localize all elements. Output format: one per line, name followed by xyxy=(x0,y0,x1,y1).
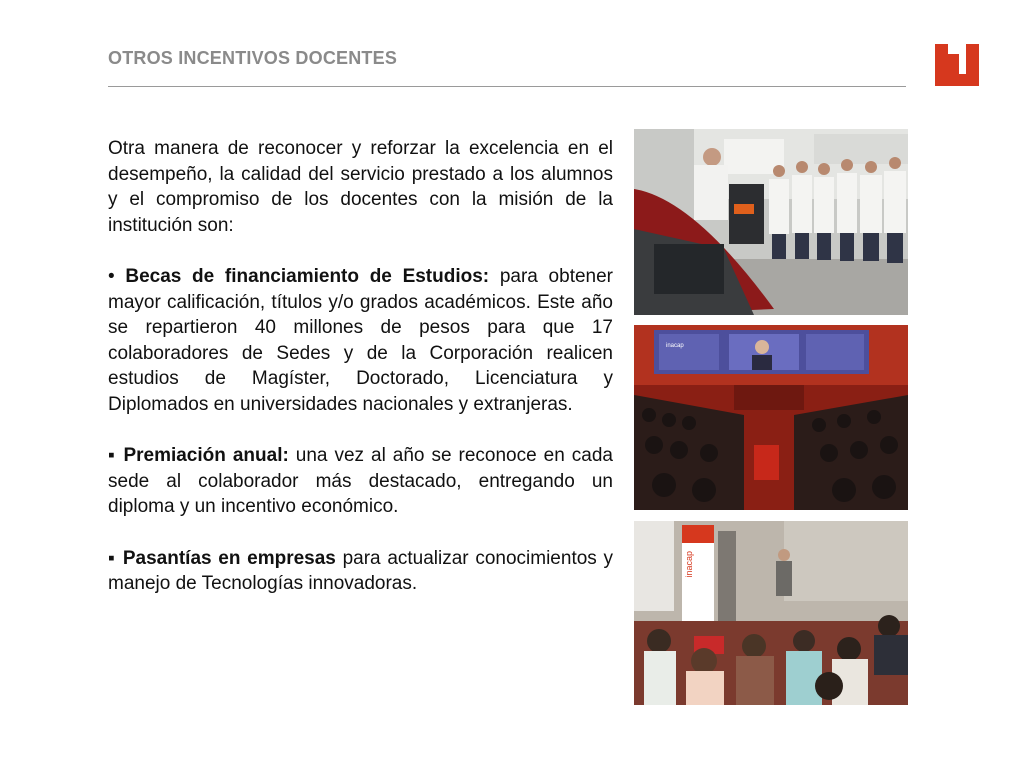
screen-label: inacap xyxy=(666,343,684,349)
photo-workshop xyxy=(634,129,908,315)
list-item-pasantias xyxy=(108,546,613,597)
intro-paragraph: Otra manera de reconocer y reforzar la excelencia en el desempeño, la calidad del servicio prestado a los alumnos y el compromiso de los docentes con la misión de la institución son: xyxy=(108,138,613,236)
title-divider xyxy=(108,86,906,87)
bullet: ▪ xyxy=(108,547,117,569)
photo-auditorium xyxy=(634,325,908,510)
brand-logo-icon xyxy=(935,44,979,86)
item-title: Pasantías en empresas xyxy=(122,547,336,569)
photo-seminar xyxy=(634,521,908,705)
list-item-becas xyxy=(108,264,613,418)
body-text xyxy=(108,136,613,597)
banner-label: inacap xyxy=(684,551,694,578)
item-text: para obtener mayor calificación, títulos y/o grados académicos. Este año se repartieron 40 millones de pesos para que 17 colaboradores de Sedes y de la Corporación realicen estudios de Magíster, Doctorado, Licenciatura y Diplomados en universidades nacionales y extranjeras. xyxy=(108,265,613,415)
bullet: • xyxy=(108,265,115,287)
item-title: Premiación anual: xyxy=(123,445,289,467)
item-title: Becas de financiamiento de Estudios: xyxy=(125,265,490,287)
item-text: para actualizar conocimientos y manejo de Tecnologías innovadoras. xyxy=(108,547,613,595)
page-title: OTROS INCENTIVOS DOCENTES xyxy=(108,48,398,68)
list-item-premiacion xyxy=(108,443,613,520)
item-text: una vez al año se reconoce en cada sede al colaborador más destacado, entregando un diploma y un incentivo económico. xyxy=(108,445,613,518)
bullet: ▪ xyxy=(108,445,117,467)
